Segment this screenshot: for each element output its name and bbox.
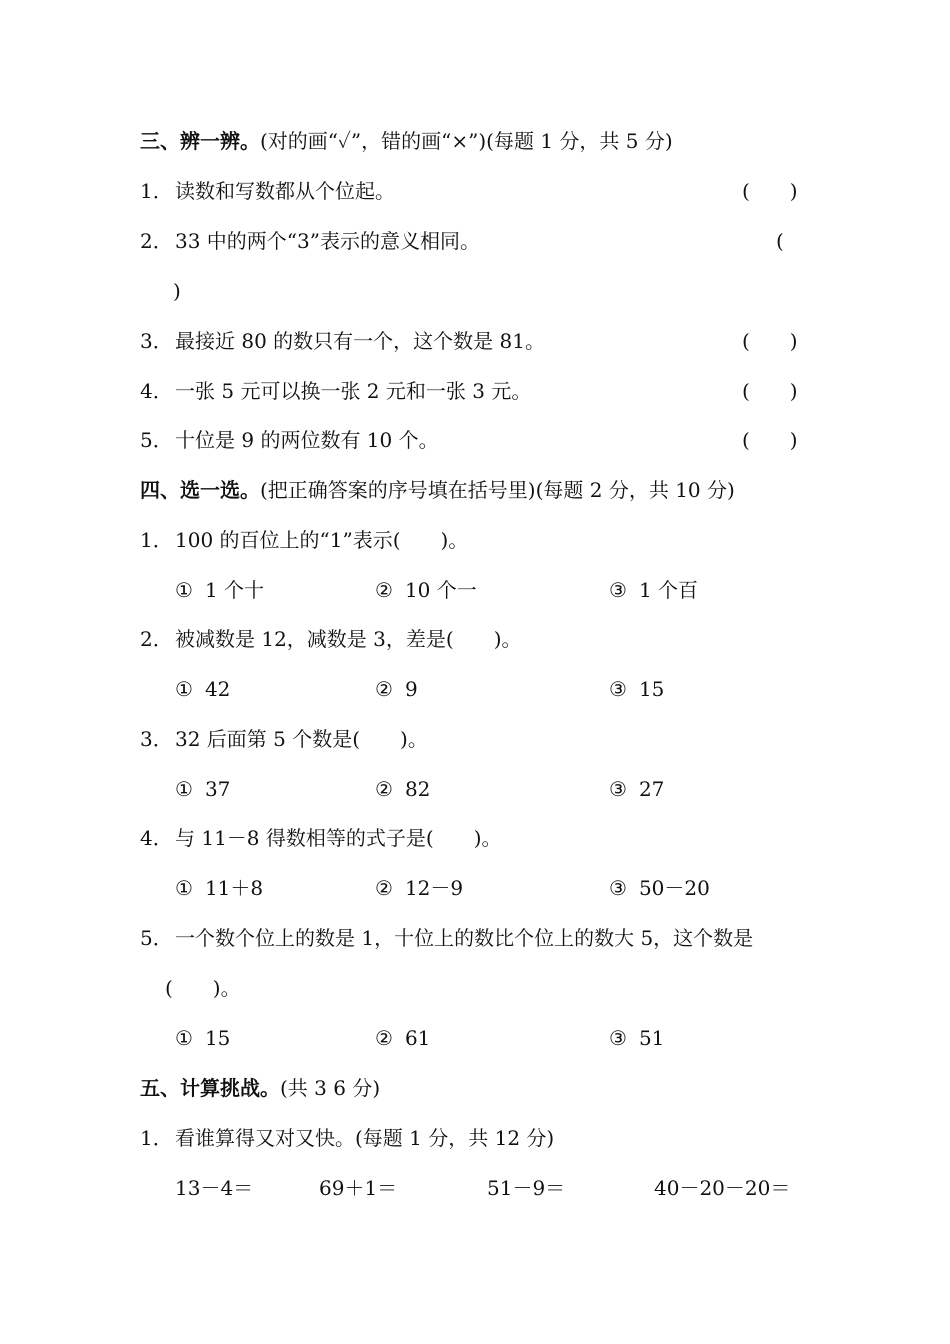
option-2[interactable] — [375, 1025, 430, 1051]
question-text: 最接近 80 的数只有一个，这个数是 81。 — [175, 329, 545, 353]
section3-title: 三、辨一辨。 — [140, 129, 260, 153]
option-mark: ② — [375, 1026, 393, 1050]
calc-problem[interactable]: 40－20－20＝ — [654, 1176, 791, 1200]
option-text: 61 — [404, 1026, 431, 1050]
option-text: 1 个百 — [638, 578, 699, 602]
option-text: 42 — [204, 677, 231, 701]
question-number: 1． — [140, 528, 173, 552]
option-2[interactable] — [375, 875, 463, 901]
option-mark: ① — [175, 578, 193, 602]
question-number: 2． — [140, 229, 173, 253]
question-text: 100 的百位上的“1”表示( )。 — [175, 528, 469, 552]
question-number: 5． — [140, 428, 173, 452]
question-text: 一个数个位上的数是 1，十位上的数比个位上的数大 5，这个数是 — [175, 926, 754, 950]
option-mark: ② — [375, 578, 393, 602]
option-mark: ① — [175, 1026, 193, 1050]
option-mark: ③ — [609, 677, 627, 701]
option-text: 37 — [204, 777, 231, 801]
option-1[interactable] — [175, 776, 230, 802]
option-3[interactable] — [609, 577, 698, 603]
answer-blank-close[interactable]: ) — [173, 279, 181, 303]
option-mark: ③ — [609, 1026, 627, 1050]
option-mark: ② — [375, 876, 393, 900]
option-text: 15 — [638, 677, 665, 701]
option-mark: ③ — [609, 777, 627, 801]
option-3[interactable] — [609, 676, 664, 702]
option-text: 82 — [404, 777, 431, 801]
answer-blank[interactable]: ( ) — [742, 329, 798, 353]
section5-note: (共 3 6 分) — [280, 1076, 381, 1100]
option-text: 12－9 — [404, 876, 464, 900]
option-3[interactable] — [609, 1025, 664, 1051]
question-text: 32 后面第 5 个数是( )。 — [175, 727, 428, 751]
option-text: 15 — [204, 1026, 231, 1050]
question-text: 看谁算得又对又快。(每题 1 分，共 12 分) — [175, 1126, 555, 1150]
option-1[interactable] — [175, 577, 264, 603]
question-number: 3． — [140, 727, 173, 751]
answer-blank[interactable]: ( )。 — [165, 976, 241, 1000]
option-text: 1 个十 — [204, 578, 265, 602]
question-text: 一张 5 元可以换一张 2 元和一张 3 元。 — [175, 379, 532, 403]
option-mark: ③ — [609, 876, 627, 900]
option-text: 9 — [404, 677, 418, 701]
option-2[interactable] — [375, 676, 418, 702]
option-2[interactable] — [375, 577, 477, 603]
option-mark: ① — [175, 677, 193, 701]
question-number: 3． — [140, 329, 173, 353]
section5-title: 五、计算挑战。 — [140, 1076, 280, 1100]
option-mark: ② — [375, 677, 393, 701]
option-1[interactable] — [175, 1025, 230, 1051]
section5-heading — [140, 1075, 380, 1101]
question-number: 1． — [140, 1126, 173, 1150]
question-text: 33 中的两个“3”表示的意义相同。 — [175, 229, 480, 253]
answer-blank-open[interactable]: ( — [776, 229, 784, 253]
question-number: 2． — [140, 627, 173, 651]
answer-blank[interactable]: ( ) — [742, 379, 798, 403]
option-text: 27 — [638, 777, 665, 801]
question-number: 5． — [140, 926, 173, 950]
section3-note: (对的画“✓”，错的画“×”)(每题 1 分，共 5 分) — [260, 129, 673, 153]
option-mark: ③ — [609, 578, 627, 602]
section4-heading — [140, 477, 735, 503]
question-text: 十位是 9 的两位数有 10 个。 — [175, 428, 439, 452]
option-3[interactable] — [609, 875, 710, 901]
question-text: 被减数是 12，减数是 3，差是( )。 — [175, 627, 522, 651]
option-3[interactable] — [609, 776, 664, 802]
question-number: 4． — [140, 826, 173, 850]
option-2[interactable] — [375, 776, 430, 802]
calc-problem[interactable]: 69＋1＝ — [319, 1176, 398, 1200]
question-number: 4． — [140, 379, 173, 403]
answer-blank[interactable]: ( ) — [742, 179, 798, 203]
option-1[interactable] — [175, 676, 230, 702]
question-number: 1． — [140, 179, 173, 203]
question-text: 读数和写数都从个位起。 — [175, 179, 395, 203]
option-text: 51 — [638, 1026, 665, 1050]
calc-problem[interactable]: 13－4＝ — [175, 1176, 254, 1200]
option-mark: ① — [175, 876, 193, 900]
option-text: 11＋8 — [204, 876, 264, 900]
option-mark: ① — [175, 777, 193, 801]
option-1[interactable] — [175, 875, 263, 901]
option-text: 10 个一 — [404, 578, 477, 602]
option-mark: ② — [375, 777, 393, 801]
question-text: 与 11－8 得数相等的式子是( )。 — [175, 826, 502, 850]
answer-blank[interactable]: ( ) — [742, 428, 798, 452]
section3-heading — [140, 128, 673, 154]
option-text: 50－20 — [638, 876, 710, 900]
section4-title: 四、选一选。 — [140, 478, 260, 502]
section4-note: (把正确答案的序号填在括号里)(每题 2 分，共 10 分) — [260, 478, 735, 502]
calc-problem[interactable]: 51－9＝ — [487, 1176, 566, 1200]
